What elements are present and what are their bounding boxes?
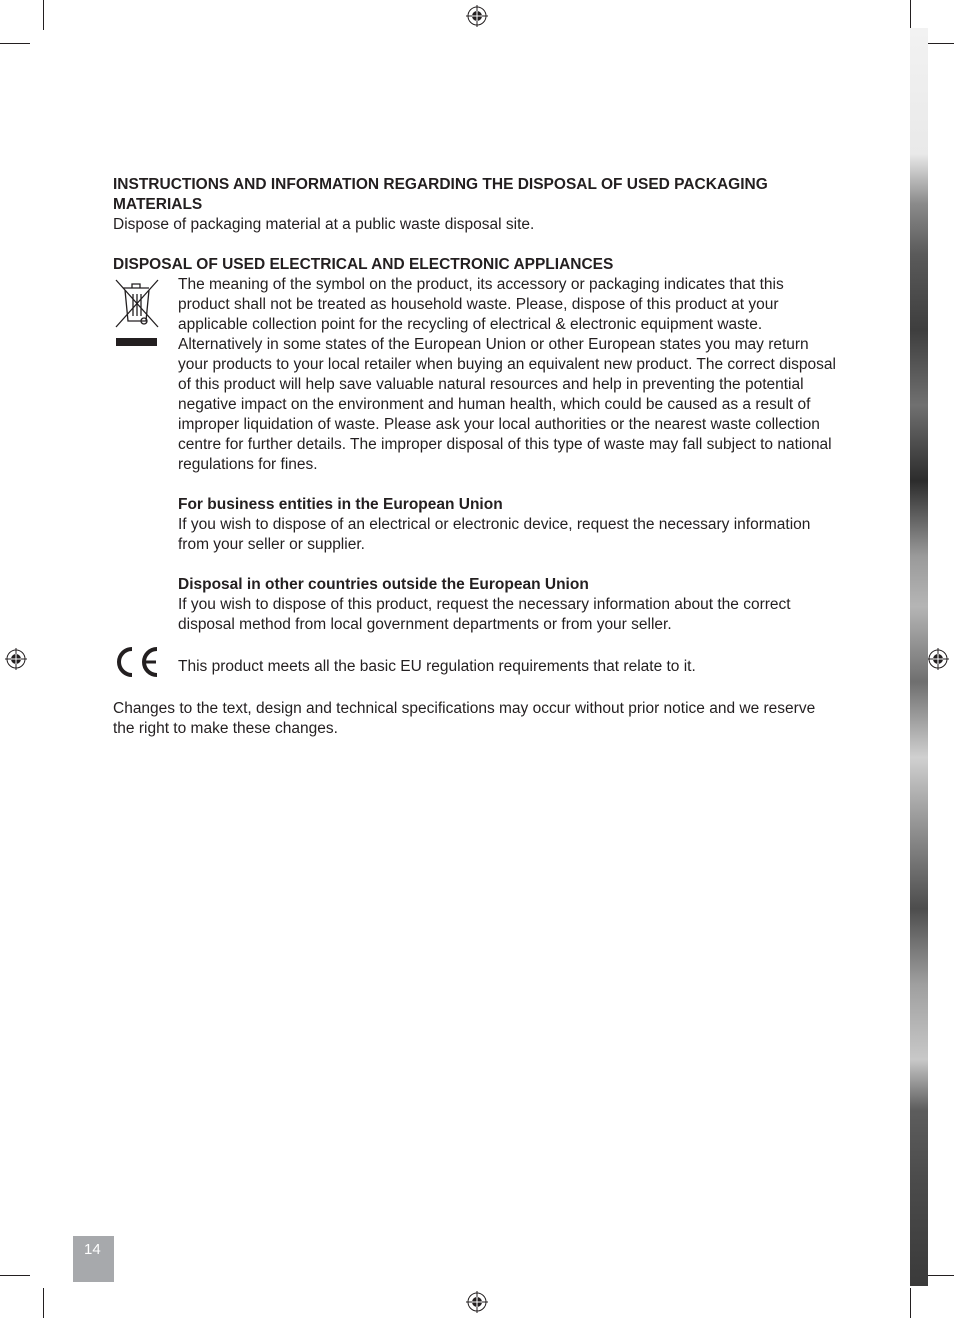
crop-mark [924, 43, 954, 44]
changes-notice: Changes to the text, design and technical specifications may occur without prior notice and we reserve the right to make these changes. [113, 700, 816, 737]
ce-mark-icon [113, 645, 161, 679]
registration-mark-icon [466, 5, 488, 27]
packaging-heading: INSTRUCTIONS AND INFORMATION REGARDING THE DISPOSAL OF USED PACKAGING MATERIALS [113, 176, 768, 213]
decorative-photo-strip [910, 28, 928, 1286]
crop-mark [43, 1288, 44, 1318]
ce-row [113, 657, 838, 677]
outside-eu-text: If you wish to dispose of this product, request the necessary information about the correct disposal method from local government departments or from your seller. [178, 596, 791, 633]
crop-mark [0, 1275, 30, 1276]
page-number-box [73, 1236, 114, 1282]
business-text: If you wish to dispose of an electrical or electronic device, request the necessary information from your seller or supplier. [178, 516, 811, 553]
weee-heading: DISPOSAL OF USED ELECTRICAL AND ELECTRONIC APPLIANCES [113, 256, 614, 273]
outside-eu-heading: Disposal in other countries outside the European Union [178, 576, 589, 593]
business-heading: For business entities in the European Union [178, 496, 503, 513]
registration-mark-icon [5, 648, 27, 670]
registration-mark-icon [466, 1291, 488, 1313]
crop-mark [910, 0, 911, 30]
registration-mark-icon [927, 648, 949, 670]
crop-mark [924, 1275, 954, 1276]
packaging-text: Dispose of packaging material at a public waste disposal site. [113, 216, 535, 233]
main-content [113, 175, 838, 739]
page-number: 14 [84, 1241, 101, 1258]
weee-text: The meaning of the symbol on the product, its accessory or packaging indicates that this product shall not be treated as household waste. Please, dispose of this product at your applicable collection point for the recycling of electrical & electronic equipment waste. Alternatively in some states of the European Union or other European states you may return your products to your local retailer when buying an equivalent new product. The correct disposal of this product will help save valuable natural resources and help in preventing the potential negative impact on the environment and human health, which could be caused as a result of improper liquidation of waste. Please ask your local authorities or the nearest waste collection centre for further details. The improper disposal of this type of waste may fall subject to national regulations for fines. [178, 276, 836, 473]
weee-crossed-bin-icon [113, 277, 161, 347]
crop-mark [0, 43, 30, 44]
weee-block [113, 275, 838, 635]
crop-mark [43, 0, 44, 30]
crop-mark [910, 1288, 911, 1318]
ce-text: This product meets all the basic EU regulation requirements that relate to it. [178, 658, 696, 675]
